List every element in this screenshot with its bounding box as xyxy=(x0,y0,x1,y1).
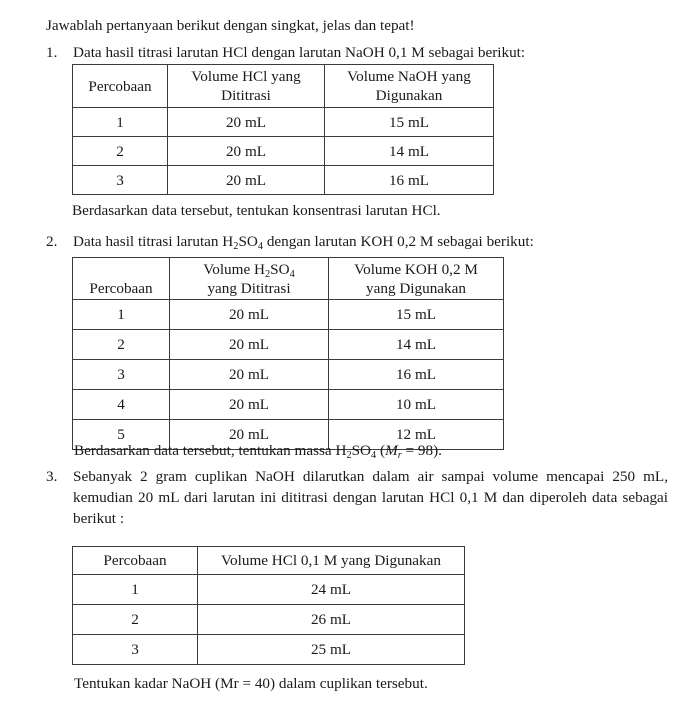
table-row xyxy=(73,330,504,360)
question-3 xyxy=(46,466,668,529)
question-2-followup xyxy=(74,440,442,461)
question-3-number: 3. xyxy=(46,468,58,485)
cell-volume-h2so4: 20 mL xyxy=(170,300,329,330)
table-row xyxy=(73,137,494,166)
followup-mr-subscript: r xyxy=(397,449,402,461)
cell-volume-koh: 16 mL xyxy=(329,360,504,390)
table-titrasi-h2so4 xyxy=(72,257,504,450)
cell-volume-naoh: 14 mL xyxy=(325,137,494,166)
table-row xyxy=(73,575,465,605)
cell-percobaan: 5 xyxy=(73,420,170,450)
cell-volume-koh: 10 mL xyxy=(329,390,504,420)
table-titrasi-cuplikan xyxy=(72,546,465,665)
cell-volume-naoh: 16 mL xyxy=(325,166,494,195)
instructions-line: Jawablah pertanyaan berikut dengan singkat, jelas dan tepat! xyxy=(46,17,415,34)
question-1 xyxy=(46,42,666,63)
question-2 xyxy=(46,231,666,252)
table-row xyxy=(73,360,504,390)
header-part-1: Volume H xyxy=(203,260,265,278)
cell-volume-koh: 12 mL xyxy=(329,420,504,450)
cell-volume-hcl: 26 mL xyxy=(198,605,465,635)
cell-volume-hcl: 25 mL xyxy=(198,635,465,665)
header-percobaan: Percobaan xyxy=(73,258,170,300)
table-row xyxy=(73,108,494,137)
table-titrasi-hcl xyxy=(72,64,494,195)
question-1-followup: Berdasarkan data tersebut, tentukan konsentrasi larutan HCl. xyxy=(72,202,441,219)
table-row xyxy=(73,635,465,665)
header-subscript-1: 2 xyxy=(264,268,271,280)
cell-volume-hcl: 20 mL xyxy=(168,108,325,137)
table-header-row xyxy=(73,258,504,300)
header-volume-koh-digunakan xyxy=(329,258,504,300)
header-percobaan: Percobaan xyxy=(73,547,198,575)
prompt-part-2: SO xyxy=(238,233,258,250)
cell-volume-h2so4: 20 mL xyxy=(170,420,329,450)
question-1-number: 1. xyxy=(46,44,58,61)
cell-percobaan: 3 xyxy=(73,166,168,195)
table-row xyxy=(73,166,494,195)
table-row xyxy=(73,605,465,635)
cell-percobaan: 1 xyxy=(73,108,168,137)
question-3-paragraph: Sebanyak 2 gram cuplikan NaOH dilarutkan dalam air sampai volume mencapai 250 mL, kemudian 20 mL dari larutan ini dititrasi dengan larutan HCl 0,1 M dan diperoleh data sebagai berikut : xyxy=(73,468,668,527)
table-body xyxy=(73,575,465,665)
cell-percobaan: 2 xyxy=(73,605,198,635)
header-line-2: yang Dititrasi xyxy=(207,279,291,297)
header-line-1: Volume KOH 0,2 M xyxy=(354,260,478,278)
header-line-2: yang Digunakan xyxy=(366,279,466,297)
cell-percobaan: 3 xyxy=(73,360,170,390)
followup-part-2: SO xyxy=(351,442,372,459)
cell-volume-naoh: 15 mL xyxy=(325,108,494,137)
table-row xyxy=(73,390,504,420)
header-line-2: Digunakan xyxy=(375,87,443,104)
table-body xyxy=(73,300,504,450)
cell-percobaan: 3 xyxy=(73,635,198,665)
header-line-2: Dititrasi xyxy=(221,87,271,104)
followup-part-1: Berdasarkan data tersebut, tentukan massa H xyxy=(74,442,347,459)
header-percobaan: Percobaan xyxy=(73,65,168,108)
cell-volume-h2so4: 20 mL xyxy=(170,390,329,420)
table-row xyxy=(73,300,504,330)
followup-subscript-2: 4 xyxy=(371,449,377,461)
followup-open-paren: ( xyxy=(376,442,386,459)
table-header-row xyxy=(73,65,494,108)
question-1-prompt: Data hasil titrasi larutan HCl dengan larutan NaOH 0,1 M sebagai berikut: xyxy=(73,44,526,61)
cell-volume-hcl: 20 mL xyxy=(168,166,325,195)
prompt-part-1: Data hasil titrasi larutan H xyxy=(73,233,234,250)
prompt-subscript-2: 4 xyxy=(257,240,264,252)
cell-volume-h2so4: 20 mL xyxy=(170,330,329,360)
followup-part-3: = 98). xyxy=(401,442,442,459)
question-2-number: 2. xyxy=(46,233,58,250)
cell-percobaan: 1 xyxy=(73,300,170,330)
cell-volume-koh: 15 mL xyxy=(329,300,504,330)
cell-volume-hcl: 24 mL xyxy=(198,575,465,605)
header-part-2: SO xyxy=(270,260,290,278)
cell-percobaan: 2 xyxy=(73,330,170,360)
header-line-1 xyxy=(203,261,295,278)
cell-volume-h2so4: 20 mL xyxy=(170,360,329,390)
header-volume-hcl-digunakan: Volume HCl 0,1 M yang Digunakan xyxy=(198,547,465,575)
header-subscript-2: 4 xyxy=(289,268,295,280)
cell-volume-hcl: 20 mL xyxy=(168,137,325,166)
table-body xyxy=(73,108,494,195)
followup-mr-symbol: M xyxy=(385,442,398,459)
prompt-subscript-1: 2 xyxy=(233,240,239,252)
cell-percobaan: 4 xyxy=(73,390,170,420)
cell-percobaan: 1 xyxy=(73,575,198,605)
cell-volume-koh: 14 mL xyxy=(329,330,504,360)
header-volume-hcl-dititrasi xyxy=(168,65,325,108)
header-line-1: Volume HCl yang xyxy=(191,68,301,85)
question-2-prompt xyxy=(73,231,666,252)
table-header-row xyxy=(73,547,465,575)
followup-subscript-1: 2 xyxy=(346,449,352,461)
header-volume-naoh-digunakan xyxy=(325,65,494,108)
header-line-1: Volume NaOH yang xyxy=(347,68,471,85)
cell-percobaan: 2 xyxy=(73,137,168,166)
prompt-part-3: dengan larutan KOH 0,2 M sebagai berikut: xyxy=(263,233,534,250)
question-3-followup: Tentukan kadar NaOH (Mr = 40) dalam cuplikan tersebut. xyxy=(74,675,428,692)
header-volume-h2so4-dititrasi xyxy=(170,258,329,300)
